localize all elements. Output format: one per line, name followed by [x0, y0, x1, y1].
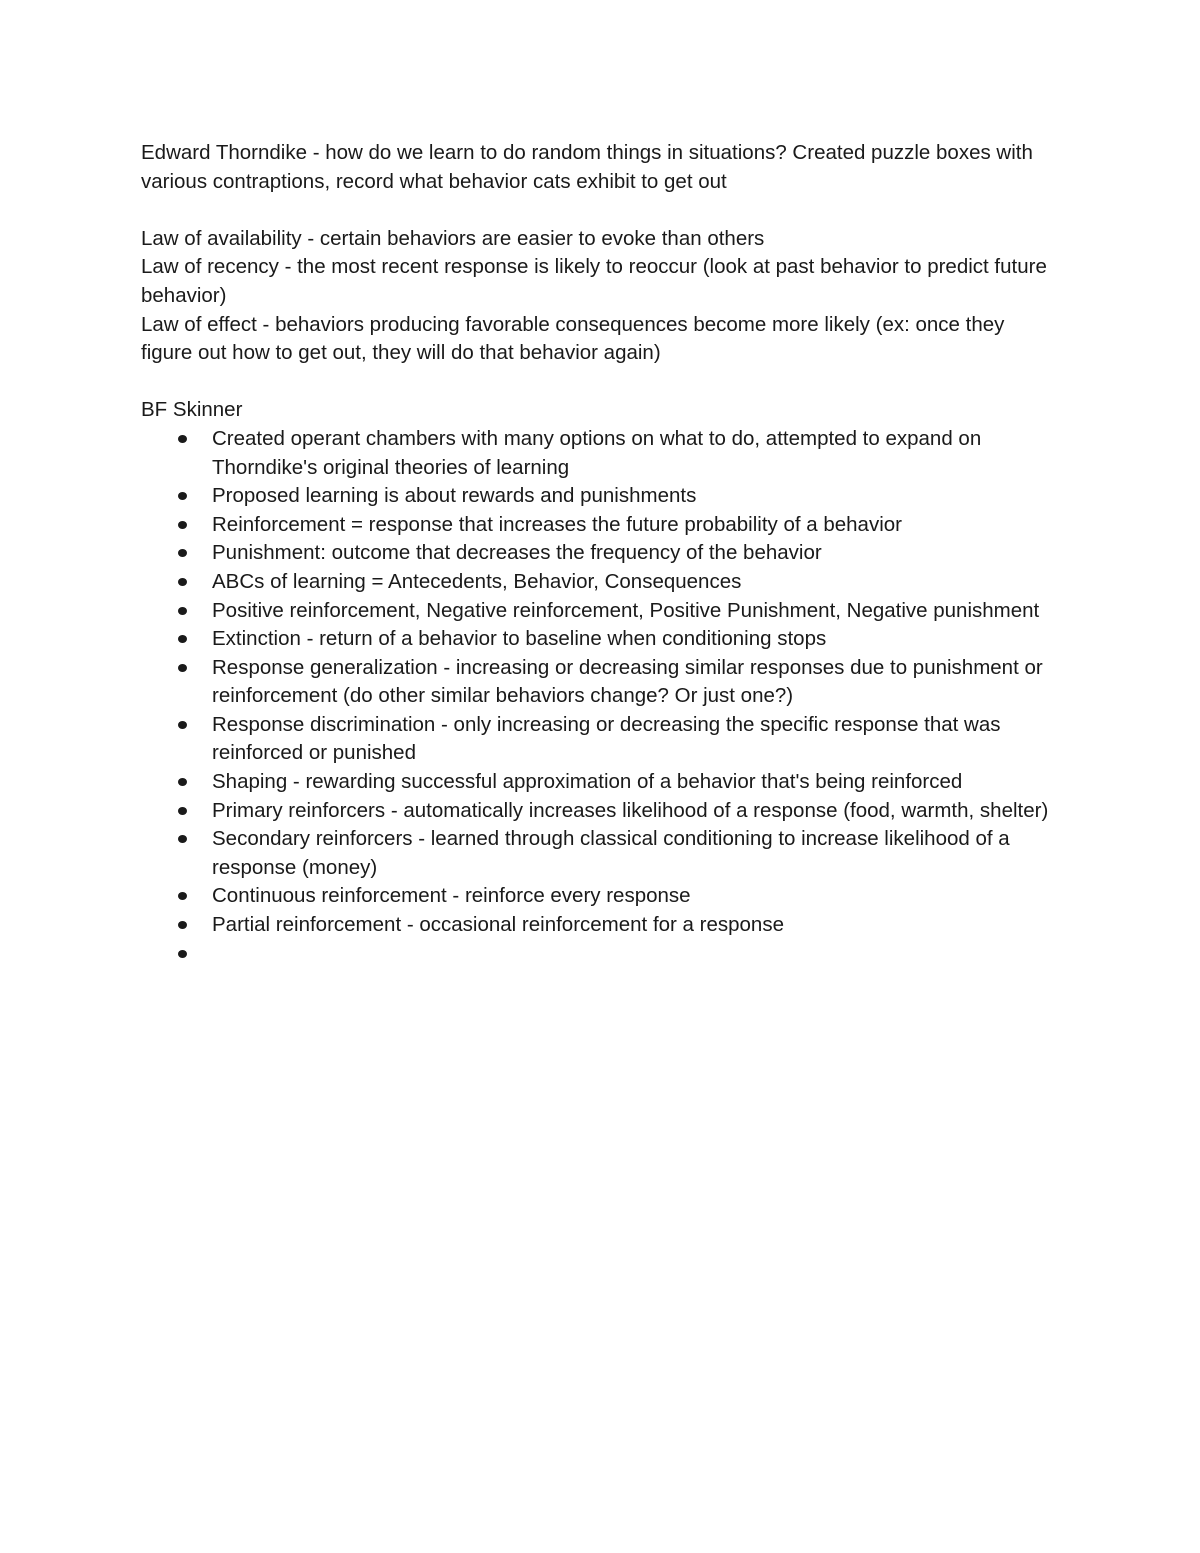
list-item-empty — [212, 940, 1061, 969]
list-item — [212, 882, 1061, 911]
bullet-icon — [178, 664, 187, 672]
spacer — [141, 196, 1061, 225]
bullet-icon — [178, 492, 187, 500]
list-item-text: Shaping - rewarding successful approximation of a behavior that's being reinforced — [212, 770, 963, 794]
list-item-text: Response generalization - increasing or decreasing similar responses due to punishment or reinforcement (do other similar behaviors change? Or just one?) — [212, 655, 1043, 708]
thorndike-intro: Edward Thorndike - how do we learn to do random things in situations? Created puzzle boxes with various contraptions, record what behavior cats exhibit to get out — [141, 141, 1033, 193]
list-item — [212, 768, 1061, 797]
list-item — [212, 797, 1061, 826]
bullet-icon — [178, 950, 187, 958]
bullet-icon — [178, 778, 187, 786]
list-item — [212, 568, 1061, 597]
list-item — [212, 425, 1061, 482]
list-item-text: Secondary reinforcers - learned through classical conditioning to increase likelihood of a response (money) — [212, 827, 1010, 879]
list-item-text: ABCs of learning = Antecedents, Behavior, Consequences — [212, 569, 742, 593]
list-item-text: Extinction - return of a behavior to baseline when conditioning stops — [212, 627, 827, 651]
list-item — [212, 654, 1061, 711]
list-item-text: Response discrimination - only increasing or decreasing the specific response that was reinforced or punished — [212, 712, 1001, 765]
document-page — [141, 139, 1061, 968]
skinner-bullet-list — [141, 425, 1061, 968]
bullet-icon — [178, 607, 187, 615]
list-item — [212, 625, 1061, 654]
list-item — [212, 711, 1061, 768]
law-of-recency: Law of recency - the most recent response is likely to reoccur (look at past behavior to predict future behavior) — [141, 255, 1047, 307]
list-item-text: Partial reinforcement - occasional reinforcement for a response — [212, 913, 784, 937]
bullet-icon — [178, 578, 187, 586]
list-item-text: Punishment: outcome that decreases the frequency of the behavior — [212, 541, 822, 565]
bullet-icon — [178, 521, 187, 529]
bullet-icon — [178, 549, 187, 557]
bullet-icon — [178, 807, 187, 815]
list-item — [212, 825, 1061, 882]
list-item-text: Positive reinforcement, Negative reinforcement, Positive Punishment, Negative punishment — [212, 598, 1040, 622]
bullet-icon — [178, 435, 187, 443]
list-item-text: Created operant chambers with many options on what to do, attempted to expand on Thorndike's original theories of learning — [212, 426, 982, 479]
list-item-text: Primary reinforcers - automatically increases likelihood of a response (food, warmth, shelter) — [212, 798, 1049, 822]
skinner-heading: BF Skinner — [141, 398, 243, 422]
bullet-icon — [178, 721, 187, 729]
list-item — [212, 911, 1061, 940]
list-item-text: Reinforcement = response that increases the future probability of a behavior — [212, 512, 902, 536]
law-of-availability: Law of availability - certain behaviors are easier to evoke than others — [141, 226, 765, 250]
law-of-effect: Law of effect - behaviors producing favorable consequences become more likely (ex: once they figure out how to get out, they will do that behavior again) — [141, 312, 1005, 365]
list-item-text: Continuous reinforcement - reinforce every response — [212, 884, 691, 908]
spacer — [141, 368, 1061, 397]
list-item — [212, 482, 1061, 511]
bullet-icon — [178, 635, 187, 643]
bullet-icon — [178, 921, 187, 929]
bullet-icon — [178, 892, 187, 900]
bullet-icon — [178, 835, 187, 843]
list-item-text: Proposed learning is about rewards and punishments — [212, 484, 697, 508]
list-item — [212, 511, 1061, 540]
list-item — [212, 539, 1061, 568]
list-item — [212, 597, 1061, 626]
